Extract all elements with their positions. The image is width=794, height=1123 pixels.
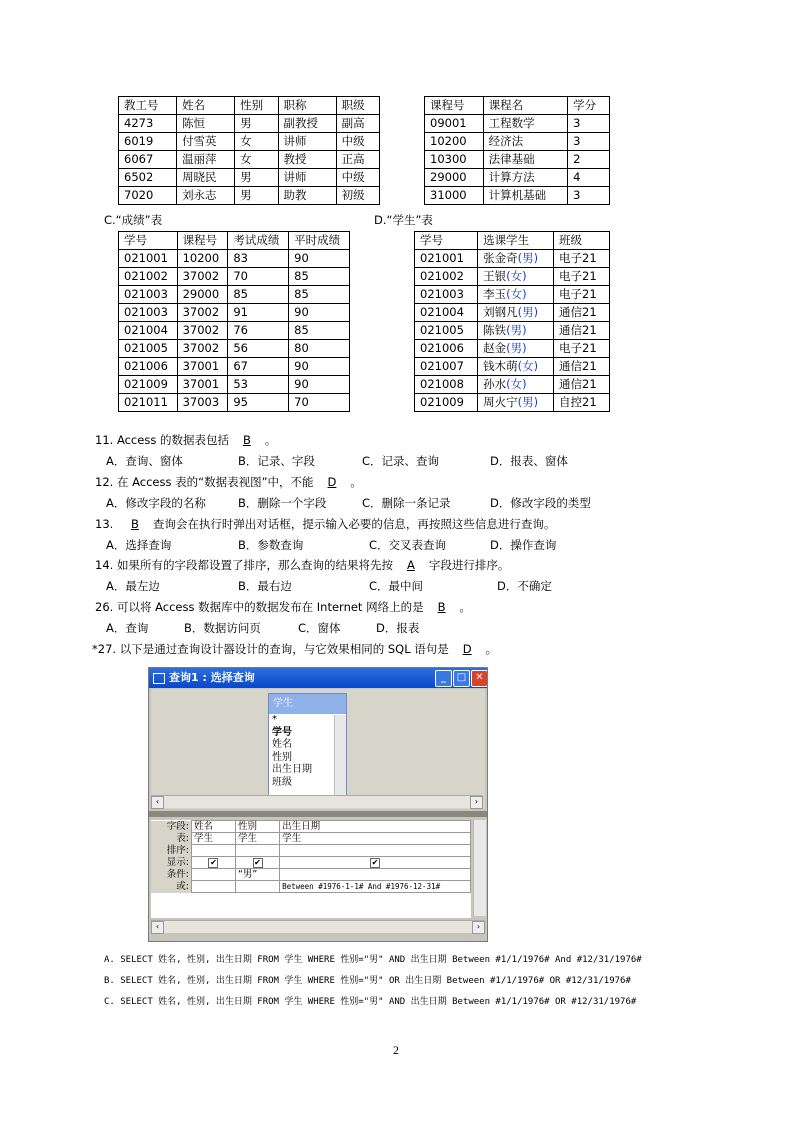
- table-cell: 85: [228, 286, 289, 304]
- table-cell: 女: [235, 133, 278, 151]
- table-cell: 7020: [119, 187, 177, 205]
- student-name: 陈铁: [483, 323, 507, 337]
- table-cell: 021009: [119, 376, 178, 394]
- table-cell: 95: [228, 394, 289, 412]
- table-header-row: [425, 97, 610, 115]
- show-checkbox[interactable]: ✔: [371, 858, 379, 867]
- field-list-item[interactable]: 班级: [272, 776, 292, 788]
- table-cell: 29000: [177, 286, 228, 304]
- grid-cell[interactable]: [191, 821, 235, 833]
- question-stem: [95, 599, 471, 615]
- answer-blank: [393, 558, 429, 572]
- question-text: 字段进行排序。: [428, 558, 510, 572]
- table-row: [119, 358, 350, 376]
- table-header-cell: 课程名: [483, 97, 567, 115]
- sql-option-c: C. SELECT 姓名, 性别, 出生日期 FROM 学生 WHERE 性别="男" AND 出生日期 Between #1/1/1976# OR #12/31/1976#: [104, 997, 637, 1007]
- grid-cell-value: 性别: [238, 821, 258, 832]
- table-row: [425, 115, 610, 133]
- question-text: 12. 在 Access 表的“数据表视图”中，不能: [95, 475, 314, 489]
- field-list-item[interactable]: 学号: [272, 726, 292, 738]
- table-row: [415, 322, 610, 340]
- table-cell: 副教授: [278, 115, 336, 133]
- window-title: 查询1 : 选择查询: [169, 671, 255, 684]
- field-list-item[interactable]: 性别: [272, 751, 292, 763]
- table-cell: 021005: [119, 340, 178, 358]
- table-cell: 09001: [425, 115, 484, 133]
- table-cell: 温丽萍: [177, 151, 235, 169]
- table-row: [425, 151, 610, 169]
- option-item: D．修改字段的类型: [490, 496, 591, 510]
- table-row: [119, 169, 380, 187]
- table-cell: 70: [289, 394, 350, 412]
- student-gender: (女): [506, 377, 527, 391]
- table-cell: 3: [568, 187, 610, 205]
- table-cell: 计算方法: [483, 169, 567, 187]
- grid-row: [151, 845, 471, 857]
- table-cell: 85: [289, 268, 350, 286]
- option-item: D．操作查询: [490, 538, 557, 552]
- table-row: [119, 322, 350, 340]
- table-cell: 陈恒: [177, 115, 235, 133]
- table-cell: 讲师: [278, 169, 336, 187]
- table-cell: [478, 358, 554, 376]
- grid-cell-value: 姓名: [193, 821, 213, 832]
- table-cell: 021003: [119, 304, 178, 322]
- table-cell: 90: [289, 358, 350, 376]
- scroll-left-icon[interactable]: ‹: [151, 796, 164, 809]
- field-list-title: 学生: [269, 694, 346, 714]
- grid-row-label: 显示:: [151, 857, 191, 869]
- option-item: B．参数查询: [238, 538, 304, 552]
- field-list-item[interactable]: 出生日期: [272, 764, 312, 775]
- grid-cell[interactable]: [280, 881, 471, 893]
- table-cell: 76: [228, 322, 289, 340]
- answer-blank: [424, 600, 460, 614]
- option-item: D．报表: [376, 621, 420, 635]
- table-header-cell: 班级: [554, 232, 610, 250]
- table-cell: 90: [289, 376, 350, 394]
- table-cell: 37002: [177, 268, 228, 286]
- table-cell: 37002: [177, 340, 228, 358]
- table-row: [119, 115, 380, 133]
- grid-row-label: 字段:: [151, 821, 191, 833]
- table-row: [425, 187, 610, 205]
- table-row: [119, 187, 380, 205]
- table-header-cell: 性别: [235, 97, 278, 115]
- table-row: [415, 358, 610, 376]
- question-text: 。: [485, 642, 498, 656]
- table-row: [415, 376, 610, 394]
- table-header-cell: 学分: [568, 97, 610, 115]
- option-item: D．不确定: [497, 579, 552, 593]
- grid-cell-value: 学生: [238, 833, 258, 844]
- table-cell: 自控21: [554, 394, 610, 412]
- student-name: 钱木萌: [483, 359, 518, 373]
- question-text: 查询会在执行时弹出对话框，提示输入必要的信息，再按照这些信息进行查询。: [152, 517, 556, 531]
- table-cell: 6019: [119, 133, 177, 151]
- table-cell: 通信21: [554, 376, 610, 394]
- grid-cell[interactable]: [236, 881, 280, 893]
- option-item: C．窗体: [298, 621, 341, 635]
- table-label-c: C.“成绩”表: [104, 213, 163, 227]
- table-header-cell: 职称: [278, 97, 336, 115]
- table-header-cell: 学号: [119, 232, 178, 250]
- table-cell: 31000: [425, 187, 484, 205]
- table-pane: [151, 689, 485, 809]
- table-cell: [478, 394, 554, 412]
- grid-cell-value: “男”: [238, 869, 258, 880]
- question-text: 14. 如果所有的字段都设置了排序，那么查询的结果将先按: [95, 558, 393, 572]
- teacher-table: [118, 96, 380, 205]
- table-cell: 经济法: [483, 133, 567, 151]
- student-name: 王银: [483, 269, 507, 283]
- maximize-button[interactable]: □: [453, 670, 470, 687]
- query-design-window: [148, 667, 488, 942]
- grid-cell[interactable]: [236, 833, 280, 845]
- table-cell: [478, 304, 554, 322]
- table-header-row: [119, 97, 380, 115]
- table-header-cell: 课程号: [177, 232, 228, 250]
- page-number: 2: [393, 1043, 399, 1057]
- table-cell: 021007: [415, 358, 478, 376]
- student-gender: (女): [506, 287, 527, 301]
- question-text: 11. Access 的数据表包括: [95, 433, 229, 447]
- table-cell: 4273: [119, 115, 177, 133]
- table-row: [119, 133, 380, 151]
- upper-horizontal-scrollbar[interactable]: [151, 795, 483, 808]
- option-item: B．最右边: [238, 579, 292, 593]
- option-item: C．最中间: [369, 579, 424, 593]
- table-header-cell: 平时成绩: [289, 232, 350, 250]
- table-cell: [478, 322, 554, 340]
- minimize-button[interactable]: _: [435, 670, 452, 687]
- grid-cell-value: 学生: [282, 833, 302, 844]
- grid-cell[interactable]: [191, 845, 235, 857]
- table-cell: 6067: [119, 151, 177, 169]
- table-cell: 021003: [415, 286, 478, 304]
- show-checkbox[interactable]: ✔: [210, 858, 217, 867]
- table-cell: 副高: [336, 115, 379, 133]
- scroll-right-icon[interactable]: ›: [472, 921, 485, 934]
- grid-row: [151, 821, 471, 833]
- table-cell: 男: [235, 169, 278, 187]
- table-cell: 周晓民: [177, 169, 235, 187]
- table-cell: 021004: [415, 304, 478, 322]
- table-header-row: [415, 232, 610, 250]
- table-cell: 021001: [119, 250, 178, 268]
- question-text: 。: [350, 475, 362, 489]
- grid-row-label: 表:: [151, 833, 191, 845]
- table-cell: 56: [228, 340, 289, 358]
- table-cell: [478, 268, 554, 286]
- table-cell: [478, 286, 554, 304]
- grid-cell[interactable]: [280, 845, 471, 857]
- window-title-bar: [149, 668, 487, 688]
- table-header-cell: 学号: [415, 232, 478, 250]
- answer-text: B: [437, 600, 446, 614]
- question-text: 13.: [95, 517, 117, 531]
- table-cell: 刘永志: [177, 187, 235, 205]
- field-list-box[interactable]: [268, 693, 347, 797]
- scroll-left-icon[interactable]: ‹: [151, 921, 164, 934]
- table-cell: 83: [228, 250, 289, 268]
- answer-blank: [117, 517, 153, 531]
- question-stem: [95, 474, 362, 490]
- table-cell: 电子21: [554, 250, 610, 268]
- table-header-cell: 姓名: [177, 97, 235, 115]
- question-stem: [95, 516, 555, 532]
- table-cell: 3: [568, 133, 610, 151]
- table-row: [119, 394, 350, 412]
- table-cell: 通信21: [554, 322, 610, 340]
- grid-row-label: 条件:: [151, 869, 191, 881]
- question-text: 26. 可以将 Access 数据库中的数据发布在 Internet 网络上的是: [95, 600, 424, 614]
- table-row: [415, 394, 610, 412]
- table-cell: 中级: [336, 133, 379, 151]
- show-checkbox[interactable]: ✔: [254, 858, 261, 867]
- student-name: 李玉: [483, 287, 507, 301]
- table-header-cell: 教工号: [119, 97, 177, 115]
- grid-cell-value: Between #1976-1-1# And #1976-12-31#: [282, 882, 441, 891]
- table-cell: 90: [289, 250, 350, 268]
- table-header-cell: 课程号: [425, 97, 484, 115]
- grid-cell-value: 学生: [193, 833, 213, 844]
- option-item: D．报表、窗体: [490, 454, 568, 468]
- table-row: [415, 286, 610, 304]
- student-name: 孙水: [483, 377, 507, 391]
- field-list-item[interactable]: 姓名: [272, 739, 292, 750]
- grid-cell[interactable]: [191, 857, 235, 869]
- option-item: B．记录、字段: [238, 454, 315, 468]
- option-item: C．记录、查询: [362, 454, 440, 468]
- answer-text: B: [130, 517, 139, 531]
- student-table: [414, 231, 610, 412]
- table-cell: 6502: [119, 169, 177, 187]
- student-name: 刘钢凡: [483, 305, 518, 319]
- table-cell: 021006: [415, 340, 478, 358]
- table-cell: [478, 376, 554, 394]
- course-table: [424, 96, 610, 205]
- question-text: *27. 以下是通过查询设计器设计的查询，与它效果相同的 SQL 语句是: [92, 642, 449, 656]
- table-row: [119, 286, 350, 304]
- table-row: [425, 169, 610, 187]
- grid-row-label: 排序:: [151, 845, 191, 857]
- table-cell: 电子21: [554, 286, 610, 304]
- table-cell: 021002: [119, 268, 178, 286]
- table-row: [119, 268, 350, 286]
- grid-vertical-scrollbar[interactable]: [473, 820, 486, 916]
- table-cell: 正高: [336, 151, 379, 169]
- student-gender: (男): [517, 251, 539, 265]
- table-row: [119, 151, 380, 169]
- table-cell: [478, 340, 554, 358]
- sql-option-b: B. SELECT 姓名, 性别, 出生日期 FROM 学生 WHERE 性别="男" OR 出生日期 Between #1/1/1976# OR #12/31/1976#: [104, 976, 631, 986]
- table-cell: 70: [228, 268, 289, 286]
- table-row: [425, 133, 610, 151]
- student-gender: (男): [517, 395, 539, 409]
- grid-row: [151, 881, 471, 893]
- table-cell: 021001: [415, 250, 478, 268]
- grid-cell[interactable]: [280, 857, 471, 869]
- design-grid: [151, 820, 471, 918]
- pane-splitter[interactable]: [149, 811, 487, 817]
- table-cell: 85: [289, 322, 350, 340]
- table-cell: 53: [228, 376, 289, 394]
- table-cell: 67: [228, 358, 289, 376]
- grid-row: [151, 869, 471, 881]
- student-gender: (男): [517, 305, 539, 319]
- table-row: [119, 340, 350, 358]
- option-item: A．修改字段的名称: [106, 496, 206, 510]
- table-cell: 37003: [177, 394, 228, 412]
- table-header-cell: 职级: [336, 97, 379, 115]
- table-row: [415, 340, 610, 358]
- table-cell: 电子21: [554, 340, 610, 358]
- answer-text: D: [462, 642, 472, 656]
- table-cell: 10200: [425, 133, 484, 151]
- table-cell: 讲师: [278, 133, 336, 151]
- grid-row: [151, 833, 471, 845]
- table-cell: 37002: [177, 322, 228, 340]
- table-row: [119, 304, 350, 322]
- answer-text: B: [242, 433, 251, 447]
- close-button[interactable]: ✕: [471, 670, 488, 687]
- table-cell: 021002: [415, 268, 478, 286]
- option-item: A．选择查询: [106, 538, 172, 552]
- answer-text: D: [327, 475, 337, 489]
- table-cell: 37002: [177, 304, 228, 322]
- grid-cell[interactable]: [280, 833, 471, 845]
- grid-cell[interactable]: [280, 869, 471, 881]
- option-item: C．删除一条记录: [362, 496, 451, 510]
- table-row: [119, 376, 350, 394]
- grid-cell[interactable]: [280, 821, 471, 833]
- table-cell: 女: [235, 151, 278, 169]
- student-gender: (女): [517, 359, 539, 373]
- table-cell: 付雪英: [177, 133, 235, 151]
- grid-cell-value: 出生日期: [282, 821, 321, 832]
- student-name: 张金奇: [483, 251, 518, 265]
- student-gender: (男): [506, 323, 527, 337]
- grid-horizontal-scrollbar[interactable]: [151, 920, 485, 933]
- grid-cell[interactable]: [191, 881, 235, 893]
- table-cell: 工程数学: [483, 115, 567, 133]
- table-cell: 法律基础: [483, 151, 567, 169]
- student-name: 赵金: [483, 341, 507, 355]
- table-cell: 29000: [425, 169, 484, 187]
- option-item: B．删除一个字段: [238, 496, 327, 510]
- table-cell: 80: [289, 340, 350, 358]
- option-item: A．查询、窗体: [106, 454, 183, 468]
- table-cell: 初级: [336, 187, 379, 205]
- table-cell: 021003: [119, 286, 178, 304]
- table-cell: 021011: [119, 394, 178, 412]
- table-cell: 021008: [415, 376, 478, 394]
- table-cell: 91: [228, 304, 289, 322]
- table-cell: 10200: [177, 250, 228, 268]
- grid-cell[interactable]: [191, 869, 235, 881]
- answer-blank: [314, 475, 351, 489]
- question-stem: [92, 641, 497, 657]
- table-cell: 4: [568, 169, 610, 187]
- table-cell: 通信21: [554, 304, 610, 322]
- table-cell: 021009: [415, 394, 478, 412]
- table-cell: 37001: [177, 376, 228, 394]
- answer-blank: [229, 433, 265, 447]
- score-table: [118, 231, 350, 412]
- student-name: 周火宁: [483, 395, 518, 409]
- table-header-cell: 考试成绩: [228, 232, 289, 250]
- table-cell: 021005: [415, 322, 478, 340]
- option-item: B．数据访问页: [184, 621, 261, 635]
- table-cell: 2: [568, 151, 610, 169]
- table-row: [119, 250, 350, 268]
- field-list-scrollbar[interactable]: [334, 715, 346, 795]
- grid-row: [151, 857, 471, 869]
- table-cell: 85: [289, 286, 350, 304]
- grid-cell[interactable]: [236, 821, 280, 833]
- grid-cell[interactable]: [236, 869, 280, 881]
- grid-row-label: 或:: [151, 881, 191, 893]
- table-cell: 计算机基础: [483, 187, 567, 205]
- table-cell: 021006: [119, 358, 178, 376]
- student-gender: (女): [506, 269, 527, 283]
- table-cell: 助教: [278, 187, 336, 205]
- question-stem: [95, 432, 276, 448]
- question-stem: [95, 557, 509, 573]
- table-cell: 90: [289, 304, 350, 322]
- answer-blank: [449, 642, 486, 656]
- table-label-d: D.“学生”表: [374, 213, 433, 227]
- table-cell: 男: [235, 115, 278, 133]
- answer-text: A: [406, 558, 415, 572]
- table-row: [415, 268, 610, 286]
- table-header-cell: 选课学生: [478, 232, 554, 250]
- question-text: 。: [459, 600, 471, 614]
- grid-cell[interactable]: [236, 845, 280, 857]
- sql-option-a: A. SELECT 姓名, 性别, 出生日期 FROM 学生 WHERE 性别="男" AND 出生日期 Between #1/1/1976# And #12/31/1976#: [104, 955, 642, 965]
- option-item: A．最左边: [106, 579, 160, 593]
- table-cell: 通信21: [554, 358, 610, 376]
- table-header-row: [119, 232, 350, 250]
- table-cell: 电子21: [554, 268, 610, 286]
- option-item: C．交叉表查询: [369, 538, 447, 552]
- field-list-item[interactable]: *: [272, 714, 277, 725]
- table-row: [415, 304, 610, 322]
- table-cell: 男: [235, 187, 278, 205]
- question-text: 。: [264, 433, 277, 447]
- table-cell: 021004: [119, 322, 178, 340]
- student-gender: (男): [506, 341, 527, 355]
- table-cell: 3: [568, 115, 610, 133]
- table-cell: [478, 250, 554, 268]
- table-cell: 10300: [425, 151, 484, 169]
- table-cell: 37001: [177, 358, 228, 376]
- grid-cell[interactable]: [191, 833, 235, 845]
- option-item: A．查询: [106, 621, 149, 635]
- table-cell: 教授: [278, 151, 336, 169]
- scroll-right-icon[interactable]: ›: [470, 796, 483, 809]
- window-app-icon: [153, 673, 165, 684]
- table-cell: 中级: [336, 169, 379, 187]
- table-row: [415, 250, 610, 268]
- grid-cell[interactable]: [236, 857, 280, 869]
